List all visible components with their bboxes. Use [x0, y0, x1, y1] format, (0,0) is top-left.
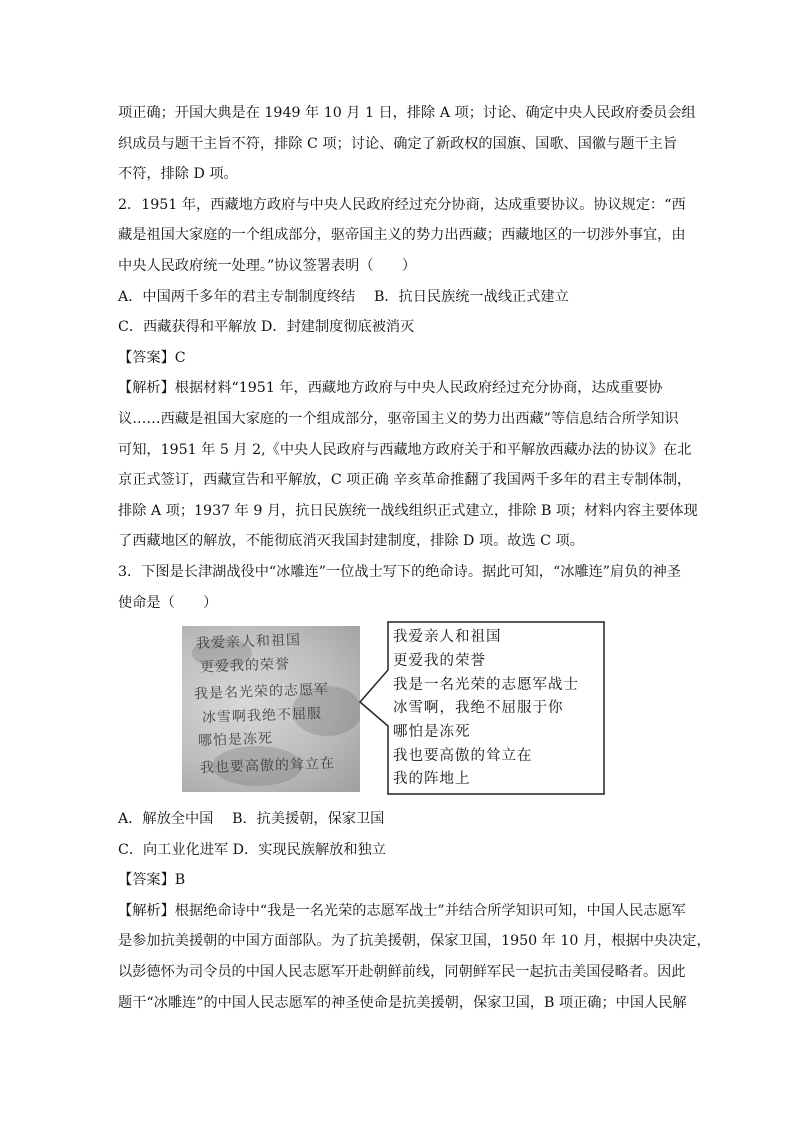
question-2-stem: 藏是祖国大家庭的一个组成部分，驱帝国主义的势力出西藏；西藏地区的一切涉外事宜，由: [118, 227, 686, 244]
question-3-analysis: 是参加抗美援朝的中国方面部队。为了抗美援朝，保家卫国，1950 年 10 月，根据中央决定，: [118, 933, 711, 950]
text-line: 不符，排除 D 项。: [118, 166, 238, 183]
poem-line: 我爱亲人和祖国: [393, 629, 502, 646]
question-2-answer: 【答案】C: [118, 349, 186, 366]
question-2-analysis: 京正式签订，西藏宣告和平解放，C 项正确 辛亥革命推翻了我国两千多年的君主专制体制，: [118, 472, 692, 489]
poem-line: 冰雪啊，我绝不屈服于你: [393, 700, 564, 717]
question-3: [118, 557, 711, 1018]
question-3-analysis: 题干“冰雕连”的中国人民志愿军的神圣使命是抗美援朝，保家卫国，B 项正确；中国人民解: [118, 994, 687, 1011]
question-2-analysis: 议……西藏是祖国大家庭的一个组成部分，驱帝国主义的势力出西藏”等信息结合所学知识: [118, 410, 679, 427]
handwritten-poem-photo: [182, 626, 360, 792]
question-2-options: A．中国两千多年的君主专制制度终结 B．抗日民族统一战线正式建立: [118, 288, 569, 305]
question-2-analysis: 【解析】根据材料“1951 年，西藏地方政府与中央人民政府经过充分协商，达成重要协: [118, 380, 663, 397]
question-2: [118, 190, 698, 557]
question-3-stem: 使命是（ ）: [118, 594, 218, 611]
question-3-options: A．解放全中国 B．抗美援朝，保家卫国: [118, 811, 385, 828]
handwriting-line: 我也要高傲的耸立在: [199, 755, 336, 777]
question-3-analysis: 以彭德怀为司令员的中国人民志愿军开赴朝鲜前线，同朝鲜军民一起抗击美国侵略者。因此: [118, 964, 686, 981]
document-body: [118, 98, 711, 1018]
question-2-analysis: 排除 A 项；1937 年 9 月，抗日民族统一战线组织正式建立，排除 B 项；材料内容主要体现: [118, 502, 698, 519]
text-line: 织成员与题干主旨不符，排除 C 项；讨论、确定了新政权的国旗、国歌、国徽与题干主旨: [118, 135, 678, 152]
handwriting-line: 冰雪啊我绝不屈服: [201, 706, 323, 727]
handwriting-line: 我爱亲人和祖国: [195, 632, 302, 652]
question-2-stem: 2．1951 年，西藏地方政府与中央人民政府经过充分协商，达成重要协议。协议规定：“西: [118, 196, 686, 213]
question-2-analysis: 可知，1951 年 5 月 2,《中央人民政府与西藏地方政府关于和平解放西藏办法的协议》在北: [118, 441, 692, 458]
poem-line: 哪怕是冻死: [393, 723, 471, 740]
poem-line: 我也要高傲的耸立在: [393, 747, 533, 764]
question-2-stem: 中央人民政府统一处理。”协议签署表明（ ）: [118, 257, 417, 274]
question-3-options: C．向工业化进军 D．实现民族解放和独立: [118, 841, 386, 858]
question-3-stem: 3．下图是长津湖战役中“冰雕连”一位战士写下的绝命诗。据此可知，“冰雕连”肩负的神圣: [118, 563, 681, 580]
poem-transcription: [393, 626, 579, 792]
handwriting-line: 哪怕是冻死: [197, 730, 274, 750]
question-2-options: C．西藏获得和平解放 D．封建制度彻底被消灭: [118, 319, 415, 336]
text-line: 项正确；开国大典是在 1949 年 10 月 1 日，排除 A 项；讨论、确定中央人民政府委员会组: [118, 105, 696, 121]
poem-line: 更爱我的荣誉: [393, 652, 486, 669]
poem-line: 我是一名光荣的志愿军战士: [393, 676, 579, 693]
poem-line: 我的阵地上: [393, 771, 471, 788]
handwriting-line: 更爱我的荣誉: [199, 656, 291, 676]
prev-analysis-continuation: [118, 98, 696, 190]
question-2-analysis: 了西藏地区的解放，不能彻底消灭我国封建制度，排除 D 项。故选 C 项。: [118, 533, 584, 550]
question-3-answer: 【答案】B: [118, 872, 186, 889]
handwriting-line: 我是名光荣的志愿军: [193, 681, 330, 703]
question-3-analysis: 【解析】根据绝命诗中“我是一名光荣的志愿军战士”并结合所学知识可知，中国人民志愿军: [118, 902, 686, 919]
poem-figure: [118, 618, 680, 804]
